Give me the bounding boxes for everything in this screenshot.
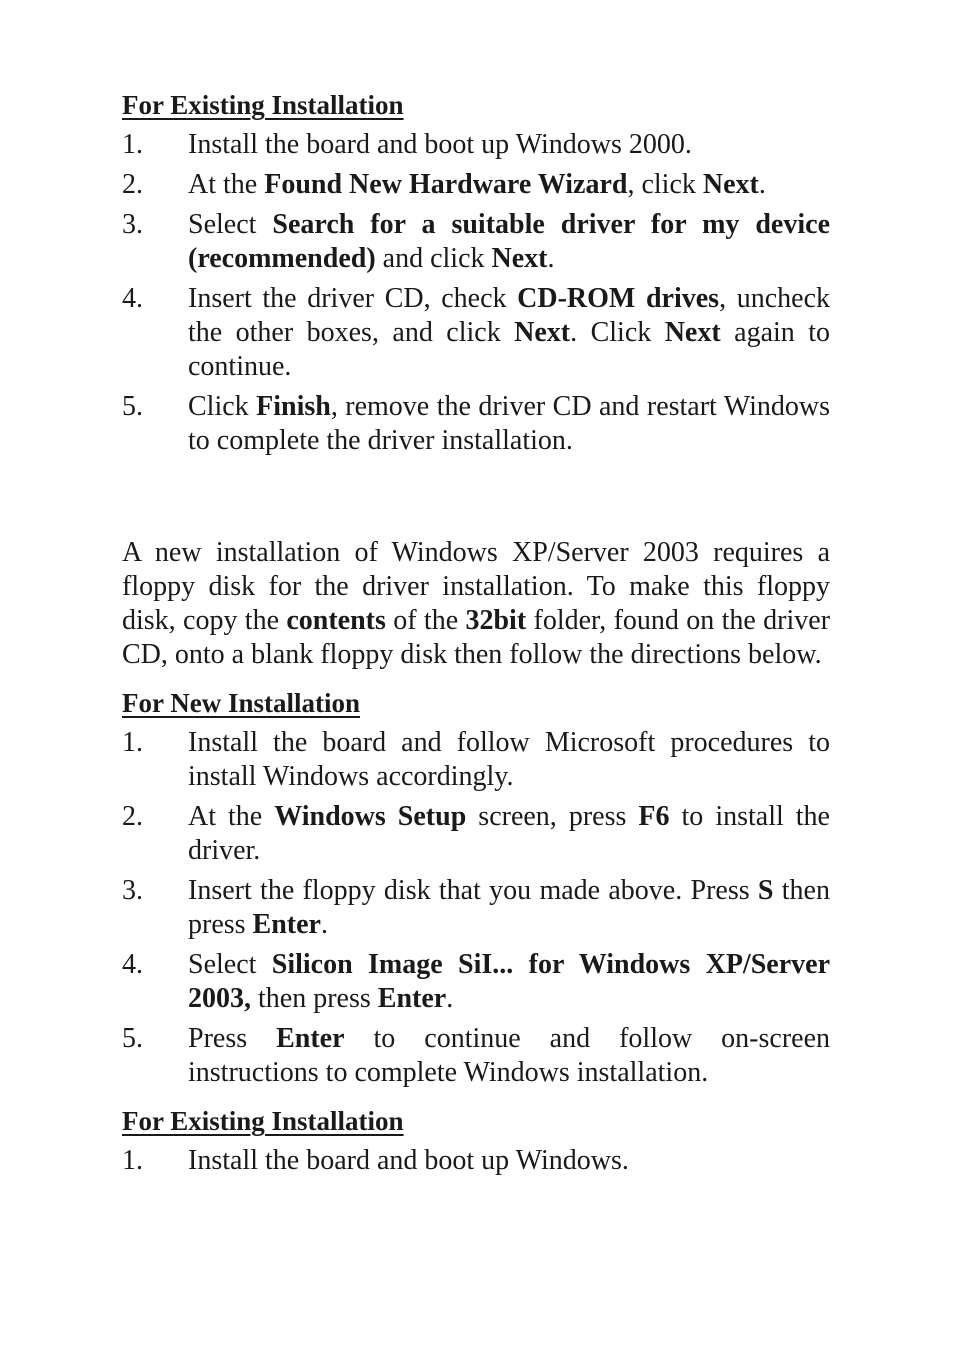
step-item [122, 128, 830, 162]
step-item [122, 282, 830, 384]
step-number: 1. [122, 727, 143, 758]
emphasis-text: Finish [256, 391, 331, 422]
emphasis-text: Next [491, 243, 548, 274]
step-text [188, 726, 830, 794]
document-page [122, 88, 830, 1184]
body-text: Insert the driver CD, check [188, 283, 518, 314]
step-item [122, 726, 830, 794]
body-text: . [547, 243, 555, 274]
emphasis-text: Enter [276, 1023, 345, 1054]
emphasis-text: F6 [638, 801, 670, 832]
steps-list [122, 128, 830, 458]
body-text: , uncheck the other boxes, and click [188, 283, 831, 348]
body-text: , click [627, 169, 703, 200]
body-text: Select [188, 949, 272, 980]
emphasis-text: S [757, 875, 774, 906]
step-number: 2. [122, 169, 143, 200]
body-text: screen, press [466, 801, 639, 832]
emphasis-text: Search for a suitable driver for my device (recommended) [188, 209, 830, 274]
step-item [122, 1144, 830, 1178]
step-text [188, 948, 830, 1016]
step-number: 4. [122, 949, 143, 980]
body-text: . Click [570, 317, 665, 348]
emphasis-text: Windows Setup [274, 801, 467, 832]
step-item [122, 800, 830, 868]
emphasis-text: Next [514, 317, 571, 348]
step-item [122, 874, 830, 942]
body-text: Install the board and boot up Windows. [188, 1145, 629, 1176]
body-text: Click [188, 391, 257, 422]
step-text [188, 128, 830, 162]
emphasis-text: Found New Hardware Wizard [264, 169, 628, 200]
emphasis-text: Silicon Image SiI... for Windows XP/Server 2003, [188, 949, 830, 1014]
step-number: 5. [122, 391, 143, 422]
step-number: 3. [122, 875, 143, 906]
body-text: then press [188, 875, 830, 940]
body-text: again to continue. [188, 317, 830, 382]
body-text: Install the board and boot up Windows 2000. [188, 129, 692, 160]
steps-list [122, 1144, 830, 1178]
step-item [122, 168, 830, 202]
step-item [122, 1022, 830, 1090]
step-number: 4. [122, 283, 143, 314]
body-text: of the [385, 605, 466, 636]
step-number: 2. [122, 801, 143, 832]
body-text: to install the driver. [188, 801, 830, 866]
body-text: Insert the floppy disk that you made above. Press [188, 875, 758, 906]
emphasis-text: 32bit [465, 605, 527, 636]
step-number: 3. [122, 209, 143, 240]
body-text: At the [188, 801, 275, 832]
step-number: 1. [122, 129, 143, 160]
emphasis-text: CD-ROM drives [517, 283, 720, 314]
step-text [188, 168, 830, 202]
body-text: . [758, 169, 766, 200]
step-item [122, 208, 830, 276]
step-text [188, 1022, 830, 1090]
body-text: Select [188, 209, 273, 240]
body-text: Install the board and follow Microsoft procedures to install Windows accordingly. [188, 727, 830, 792]
step-number: 1. [122, 1145, 143, 1176]
step-text [188, 874, 830, 942]
step-item [122, 390, 830, 458]
body-text: then press [251, 983, 378, 1014]
body-text: . [320, 909, 328, 940]
body-text: At the [188, 169, 265, 200]
intro-paragraph [122, 536, 830, 672]
emphasis-text: contents [286, 605, 386, 636]
body-text: . [446, 983, 454, 1014]
body-text: folder, found on the driver CD, onto a blank floppy disk then follow the directions below. [122, 605, 831, 670]
body-text: Press [188, 1023, 277, 1054]
emphasis-text: Next [664, 317, 721, 348]
body-text: and click [375, 243, 492, 274]
section-heading-existing-xp: For Existing Installation [122, 1106, 404, 1136]
section-heading-existing-2000: For Existing Installation [122, 90, 404, 120]
step-text [188, 390, 830, 458]
emphasis-text: Next [702, 169, 759, 200]
section-heading-new-installation: For New Installation [122, 688, 361, 718]
body-text: to continue and follow on-screen instructions to complete Windows installation. [188, 1023, 830, 1088]
step-text [188, 1144, 830, 1178]
step-item [122, 948, 830, 1016]
step-text [188, 800, 830, 868]
steps-list [122, 726, 830, 1090]
body-text: , remove the driver CD and restart Windows to complete the driver installation. [188, 391, 830, 456]
step-text [188, 282, 830, 384]
body-text: A new installation of Windows XP/Server 2003 requires a floppy disk for the driver installation. To make this floppy disk, copy the [122, 537, 830, 636]
step-number: 5. [122, 1023, 143, 1054]
step-text [188, 208, 830, 276]
emphasis-text: Enter [252, 909, 321, 940]
emphasis-text: Enter [377, 983, 447, 1014]
